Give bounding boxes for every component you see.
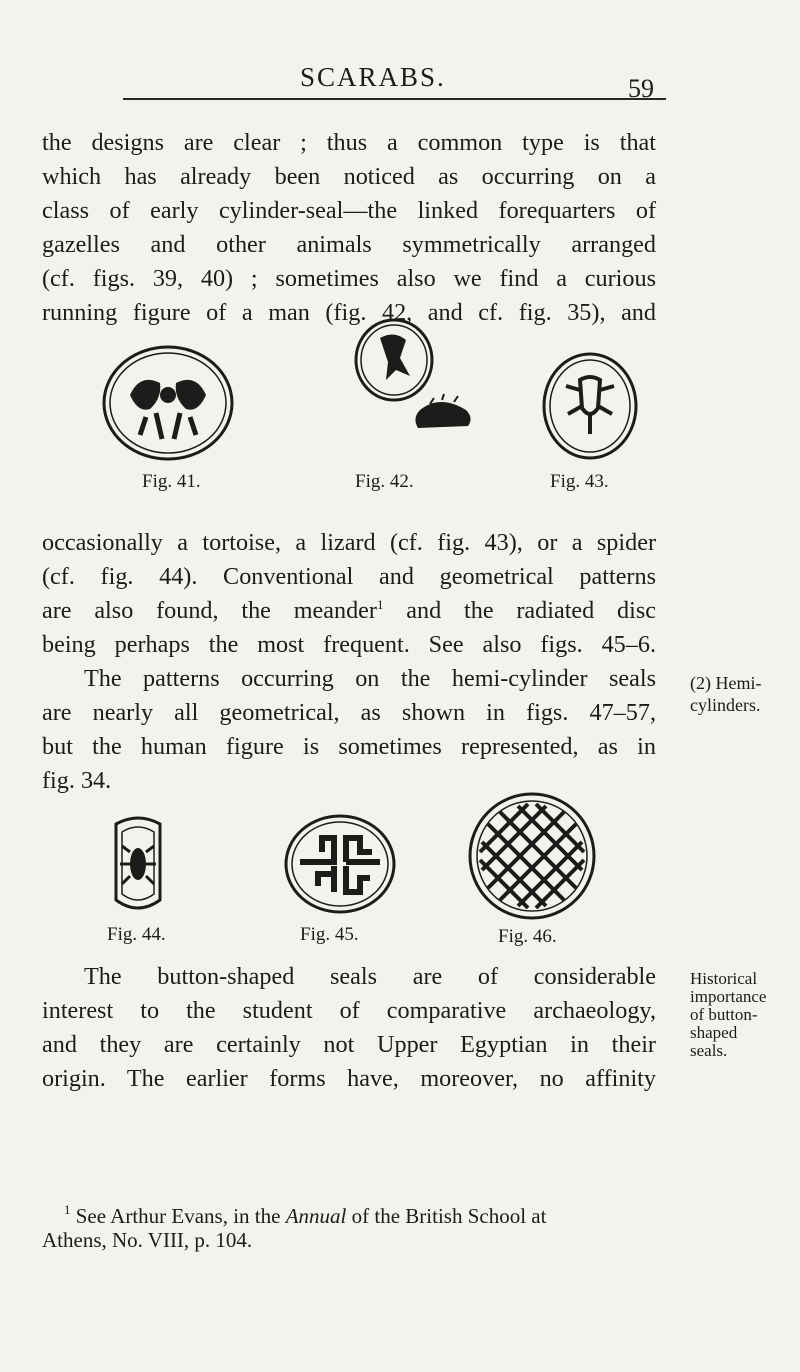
paragraph-3 — [42, 662, 656, 696]
header-rule — [123, 98, 666, 100]
figure-45-meander-seal — [282, 812, 398, 916]
figure-42-scarab-running-man — [330, 318, 480, 436]
text-line: (cf. figs. 39, 40) ; sometimes also we find a curious — [42, 265, 656, 292]
paragraph-2 — [42, 526, 656, 662]
text-line: The button-shaped seals are of considerable — [84, 963, 656, 990]
figure-42-caption: Fig. 42. — [355, 471, 414, 492]
footnote-journal-title: Annual — [285, 1204, 347, 1228]
text-line: interest to the student of comparative archaeology, — [42, 997, 656, 1024]
paragraph-4 — [42, 960, 656, 994]
sidenote-hemi-cylinders — [690, 672, 761, 716]
paragraph-1 — [42, 126, 656, 330]
footnote-text: of the British School at — [346, 1204, 547, 1228]
figure-41-caption: Fig. 41. — [142, 471, 201, 492]
page-header — [0, 62, 800, 102]
figure-46-radiated-disc-seal — [466, 790, 598, 922]
sidenote-line: cylinders. — [690, 695, 761, 715]
figure-43-caption: Fig. 43. — [550, 471, 609, 492]
sidenote-line: importance — [690, 987, 767, 1006]
text-fragment: are also found, the meander — [42, 597, 377, 624]
text-line: (cf. fig. 44). Conventional and geometrical patterns — [42, 563, 656, 590]
text-line: fig. 34. — [42, 767, 112, 794]
footnote-line: Athens, No. VIII, p. 104. — [42, 1228, 253, 1252]
text-line: but the human figure is sometimes represented, as in — [42, 733, 656, 760]
text-line: the designs are clear ; thus a common type is that — [42, 129, 656, 156]
sidenote-line: Historical — [690, 969, 758, 988]
page-number: 59 — [628, 74, 654, 103]
figure-43-scarab-lizard — [540, 350, 640, 462]
footnote-reference: 1 — [376, 597, 384, 612]
sidenote-button-shaped-seals — [690, 970, 766, 1060]
sidenote-line: seals. — [690, 1041, 728, 1060]
paragraph-3-continued — [42, 696, 656, 798]
footnote-text: See Arthur Evans, in the — [70, 1204, 286, 1228]
text-line: class of early cylinder-seal—the linked forequarters of — [42, 197, 656, 224]
text-line: running figure of a man (fig. 42, and cf. fig. 35), and — [42, 299, 656, 326]
text-line: gazelles and other animals symmetrically arranged — [42, 231, 656, 258]
figure-45-caption: Fig. 45. — [300, 924, 359, 945]
paragraph-4-continued — [42, 994, 656, 1096]
running-title: SCARABS. — [300, 62, 446, 92]
footnote-marker: 1 — [64, 1202, 71, 1217]
text-line: which has already been noticed as occurring on a — [42, 163, 656, 190]
text-line: and they are certainly not Upper Egyptian in their — [42, 1031, 656, 1058]
text-line: being perhaps the most frequent. See also figs. 45–6. — [42, 631, 656, 658]
sidenote-line: of button- — [690, 1005, 758, 1024]
text-fragment: and the radiated disc — [383, 597, 657, 624]
figure-46-caption: Fig. 46. — [498, 926, 557, 947]
text-line: are nearly all geometrical, as shown in figs. 47–57, — [42, 699, 656, 726]
figure-44-spider-seal — [108, 812, 168, 916]
text-line: origin. The earlier forms have, moreover, no affinity — [42, 1065, 656, 1092]
text-line: occasionally a tortoise, a lizard (cf. fig. 43), or a spider — [42, 529, 656, 556]
footnote-line — [42, 1204, 656, 1228]
sidenote-line: shaped — [690, 1023, 738, 1042]
text-line — [42, 594, 656, 628]
text-line: The patterns occurring on the hemi-cylinder seals — [84, 665, 656, 692]
sidenote-line: (2) Hemi- — [690, 673, 762, 693]
figure-44-caption: Fig. 44. — [107, 924, 166, 945]
footnote — [42, 1204, 656, 1252]
figure-41-scarab-gazelles — [100, 343, 236, 463]
